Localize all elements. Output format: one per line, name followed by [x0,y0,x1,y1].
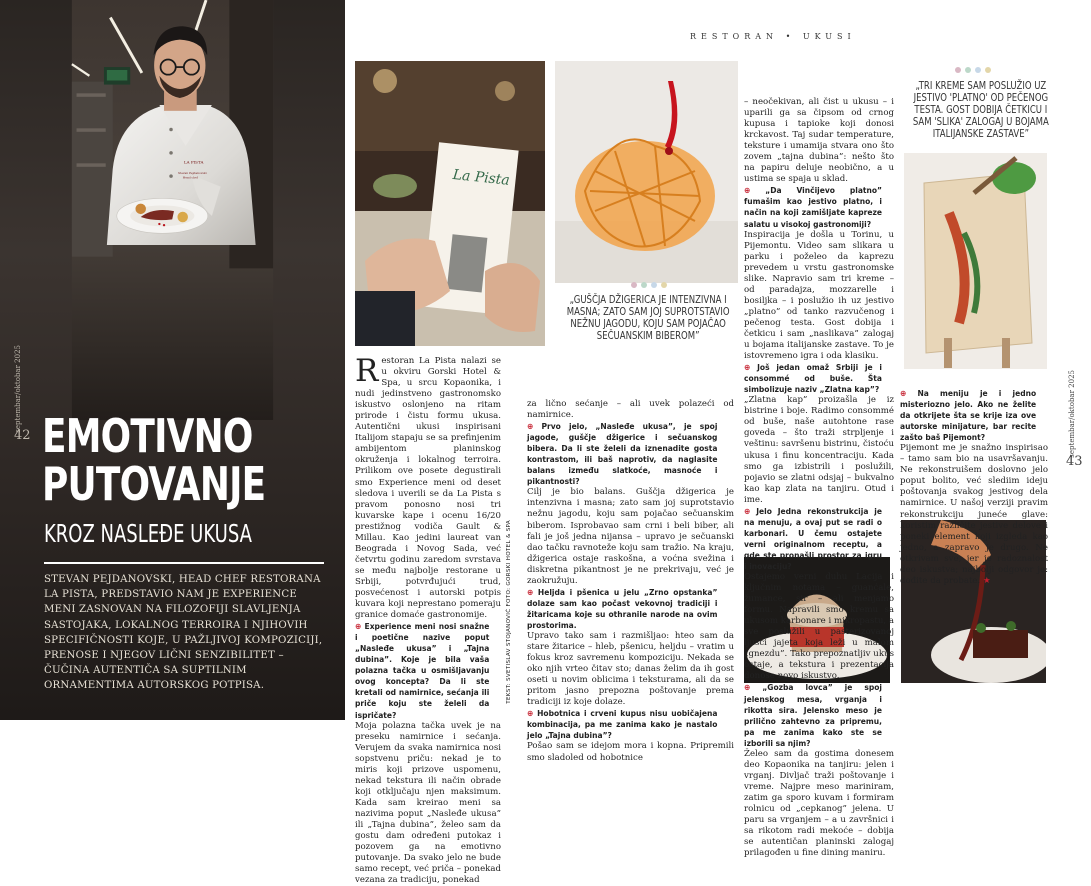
quote-dots-2 [955,67,991,73]
headline-line-1: EMOTIVNO [42,409,253,463]
answer-1: Moja polazna tačka uvek je na preseku namirnice i sećanja. Verujem da svaka namirnica nosi sopstvenu priču: nekad je to miris koji prizove uspomenu, nekad tekstura ili način obrade koji otključaju njen maksimum. Kada sam kreirao meni sa nazivima poput „Nasleđe ukusa” ili „Tajna dubina”, želeo sam da gostu dam određeni putokaz i pozovem ga na emotivno putovanje. Da svako jelo ne bude samo recept, već priča – ponekad vezana za tradiciju, ponekad [355,720,501,886]
article-column-1 [355,353,501,886]
answer-9: Pijemont me je snažno inspirisao – tamo sam bio na usavršavanju. Ne rekonstruišem doslovno jelo poput bolito, već slediim ideju poštovanja svakog jestivog dela namirnice. U našoj verziji pravim rekonstrukciju juneće glave: koristim različite jestive delove i poneki element koji izgleda kao jedno, a zapravo je drugo. Ne otkrivam sve, jer je radoznalost deo iskustva; najbolji odgovor je: dođite da probate. [900,443,1048,586]
question-4: Hobotnica i crveni kupus nisu uobičajena kombinacija, pa me zanima kako je nastalo jelo „Tajna dubina”? [527,708,718,741]
jacket-role: Head chef [182,175,198,180]
tuile-dish-photo [555,61,738,283]
pull-quote-2: „TRI KREME SAM POSLUŽIO UZ JESTIVO 'PLATNO' OD PEČENOG TESTA. GOST DOBIJA ČETKICU I SAM 'SLIKA' ZALOGAJ U BOJAMA ITALIJANSKE ZASTAVE” [912,80,1049,140]
question-6: Još jedan omaž Srbiji je i consommé od buše. Šta simbolizuje naziv „Zlatna kap”? [744,362,882,395]
answer-4-continued: – neočekivan, ali čist u ukusu – i uparili ga sa čipsom od crnog kupusa i tapioke koji donosi krckavost. Taj sudar temperature, teksture i umamija stvara ono što zovem „tajna dubina”: nešto što na papiru deluje neobično, a u ustima se spaja u sklad. [744,97,894,185]
chef-photo [0,0,345,420]
left-page-number: 42 [14,428,31,443]
question-marker-icon: ⊕ [744,185,751,196]
question-1: Experience meni nosi snažne i poetične nazive poput „Nasleđe ukusa” i „Tajna dubina”. Koje je bila vaša polazna tačka u osmišljavanju ovog koncepta? Da li ste kretali od namirnice, sećanja ili priče koju ste želeli da ispričate? [355,621,490,720]
answer-4: Pošao sam se idejom mora i kopna. Pripremili smo sladoled od hobotnice [527,741,734,763]
intro-paragraph: estoran La Pista nalazi se u okviru Gorski Hotel & Spa, u srcu Kopaonika, i nudi jedinstveno gastronomsko iskustvo oslonjeno na ritam prirode i čistu formu ukusa. Autentični ukusi inspirisani Italijom stapaju se sa prefinjenim ambijentom planinskog okruženja i lokalnog terroira. Prilikom ove posete degustirali smo Experience meni od deset sledova i uverili se da La Pista s pravom ponosno nosi tri kuvarske kape i ocenu 16/20 prestižnog vodiča Gault & Millau. Kao jedini laureat van Beograda i Novog Sada, već četvrtu godinu zaredom svrstava se među najbolje restorane u Srbiji, potvrđujući trud, posvećenost i autorski potpis kuvara koji neprestano pomeraju granice domaće gastronomije. [355,356,501,621]
answer-2: Cilj je bio balans. Guščja džigerica je intenzivna i masna; zato sam joj suprotstavio nežnu jagodu, koju sam pojačao sečuanskim biberom. Isprobavao sam crni i beli biber, ali fali je još jedna nijansa – upravo je sečuanski dao tačku ravnoteže koju sam tražio. Na kraju, džigerica ostaje raskošna, a voćna svežina i diskretna pikantnost je ne prekrivaju, već je zaokružuju. [527,487,734,586]
question-marker-icon: ⊕ [744,682,751,693]
jacket-logo: LA PISTA [183,159,204,165]
article-column-3 [744,97,894,859]
right-side-label: septembar/oktobar 2025 [1068,370,1076,458]
menu-photo [355,61,545,346]
question-8: „Gozba lovca” je spoj jelenskog mesa, vrganja i rikotta sira. Jelensko meso je prilično zahtevno za pripremu, pa me zanima kako ste se izborili sa njim? [744,682,882,748]
photo-credit: TEKST: SVETISLAV STOJANOVIĆ FOTO: GORSKI HOTEL & SPA [506,520,512,704]
article-column-4 [900,388,1048,587]
subheadline: KROZ NASLEĐE UKUSA [44,519,252,548]
left-side-label: septembar/oktobar 2025 [14,345,22,433]
divider [44,562,324,564]
question-5: „Da Vinčijevo platno” fumašim kao jestivo platno, i način na koji zamišljate kapreze salatu u visokoj gastronomiji? [744,185,883,229]
headline [42,409,266,511]
question-9: Na meniju je i jedno misteriozno jelo. Ako ne želite da otkrijete šta se krije iza ove autorske minijature, bar recite zašto baš Pijemont? [900,388,1037,443]
left-page [0,0,345,720]
question-3: Heljda i pšenica u jelu „Zrno opstanka” dolaze sam kao počast vekovnoj tradiciji i žitaricama koje su othranile narode na ovim prostorima. [527,586,718,630]
right-page-number: 43 [1066,454,1083,469]
question-marker-icon: ⊕ [527,708,534,719]
answer-3: Upravo tako sam i razmišljao: hteo sam da stare žitarice – hleb, pšenicu, heljdu – vratim u fokus kroz savremenu kompoziciju. Nekada se oko njih vrteo čitav sto; danas želim da ih gost oseti u novim oblicima i teksturama, ali da se pritom jasno prepozna poštovanje prema tradiciji iz koje dolaze. [527,630,734,708]
canvas-dish-photo [904,153,1047,369]
menu-logo: La Pista [451,166,511,189]
drop-cap: R [355,353,379,389]
question-marker-icon: ⊕ [744,362,751,373]
running-header: RESTORAN • UKUSI [690,32,856,41]
article-column-2 [527,399,734,764]
answer-8: Želeo sam da gostima donesem deo Kopaonika na tanjiru: jelen i vrganj. Divljač traži poštovanje i vreme. Najpre meso mariniram, zatim ga sporo kuvam i formiram rolnicu od „cepkanog” jelena. U paru sa vrganjem – a u završnici i sa rikotom radi mekoće – dobija se autentičan planinski zalogaj prilagođen u fine dining maniru. [744,748,894,859]
question-marker-icon: ⊕ [900,388,907,398]
quote-dots-1 [631,282,667,288]
answer-7: Ostajemo verni duhu Lacija i ključnim notama – guanćale, žumance, sir – ali menjamo formu. Napravili smo kremu sa ukusom karbonare i mikropastu, a sve poslužili u pasterizovanoj ljusci jajeta koja leži u malom „gnezdu”. Tako prepoznatljiv ukus ostaje, a tekstura i prezentacija donose novo iskustvo. [744,572,894,682]
answer-5: Inspiracija je došla u Torinu, u Pijemontu. Video sam slikara u parku i poželeo da kaprezu prevedem u vrstu gastronomske slike. Napravio sam tri kreme – od paradajza, mozzarelle i bosiljka – i poslužio ih uz jestivo „platno” od tanko razvučenog i pečenog testa. Gost dobija i četkicu i sam „naslikava” zalogaj u bojama italijanske zastave. To je istovremeno igra i oda klasiku. [744,229,894,362]
answer-6: „Zlatna kap” proizašla je iz bistrine i boje. Radimo consommé od buše, naše autohtone rase goveda – što traži strpljenje i veštinu: savršenu bistrinu, čistoću ukusa i finu koncentraciju. Kada smo ga izbistrili i poslužili, pojavio se zlatni odsjaj – bukvalno kao kap zlata na tanjiru. Otud i ime. [744,395,894,505]
jacket-name: Stevan Pejdanovski [178,170,207,175]
pull-quote-1: „GUŠČJA DŽIGERICA JE INTENZIVNA I MASNA; ZATO SAM JOJ SUPROTSTAVIO NEŽNU JAGODU, KOJU SAM POJAČAO SEČUANSKIM BIBEROM” [566,294,730,342]
question-marker-icon: ⊕ [527,586,534,597]
answer-1-continued: za lično sećanje – ali uvek polazeći od namirnice. [527,399,734,421]
question-2: Prvo jelo, „Nasleđe ukusa”, je spoj jagode, guščje džigerice i sečuanskog bibera. Da li ste želeli da iznenadite gosta kontrastom, ili baš naprotiv, da naglasite balans između slatkoće, masnoće i pikantnosti? [527,421,718,487]
question-marker-icon: ⊕ [527,421,534,432]
headline-line-2: PUTOVANJE [42,457,266,511]
question-7: Jelo Jedna rekonstrukcija je na menuju, a ovaj put se radi o karbonari. U čemu ostajete verni originalnom receptu, a gde ste pronašli prostor za igru i inovaciju? [744,505,882,571]
end-mark-icon: ★ [982,575,991,586]
lede: STEVAN PEJDANOVSKI, HEAD CHEF RESTORANA LA PISTA, PREDSTAVIO NAM JE EXPERIENCE MENI ZASNOVAN NA FILOZOFIJI SLAVLJENJA SASTOJAKA, LOKALNOG TERROIRA I NJIHOVIH SPECIFIČNOSTI KOJE, U PAŽLJIVOJ KOMPOZICIJI, PRENOSE I NJEGOV LIČNI SENZIBILITET – ČUČINA AUTENTIČA SA SUPTILNIM ORNAMENTIMA AUTORSKOG POTPISA. [44,574,323,692]
question-marker-icon: ⊕ [355,621,362,632]
question-marker-icon: ⊕ [744,505,751,516]
